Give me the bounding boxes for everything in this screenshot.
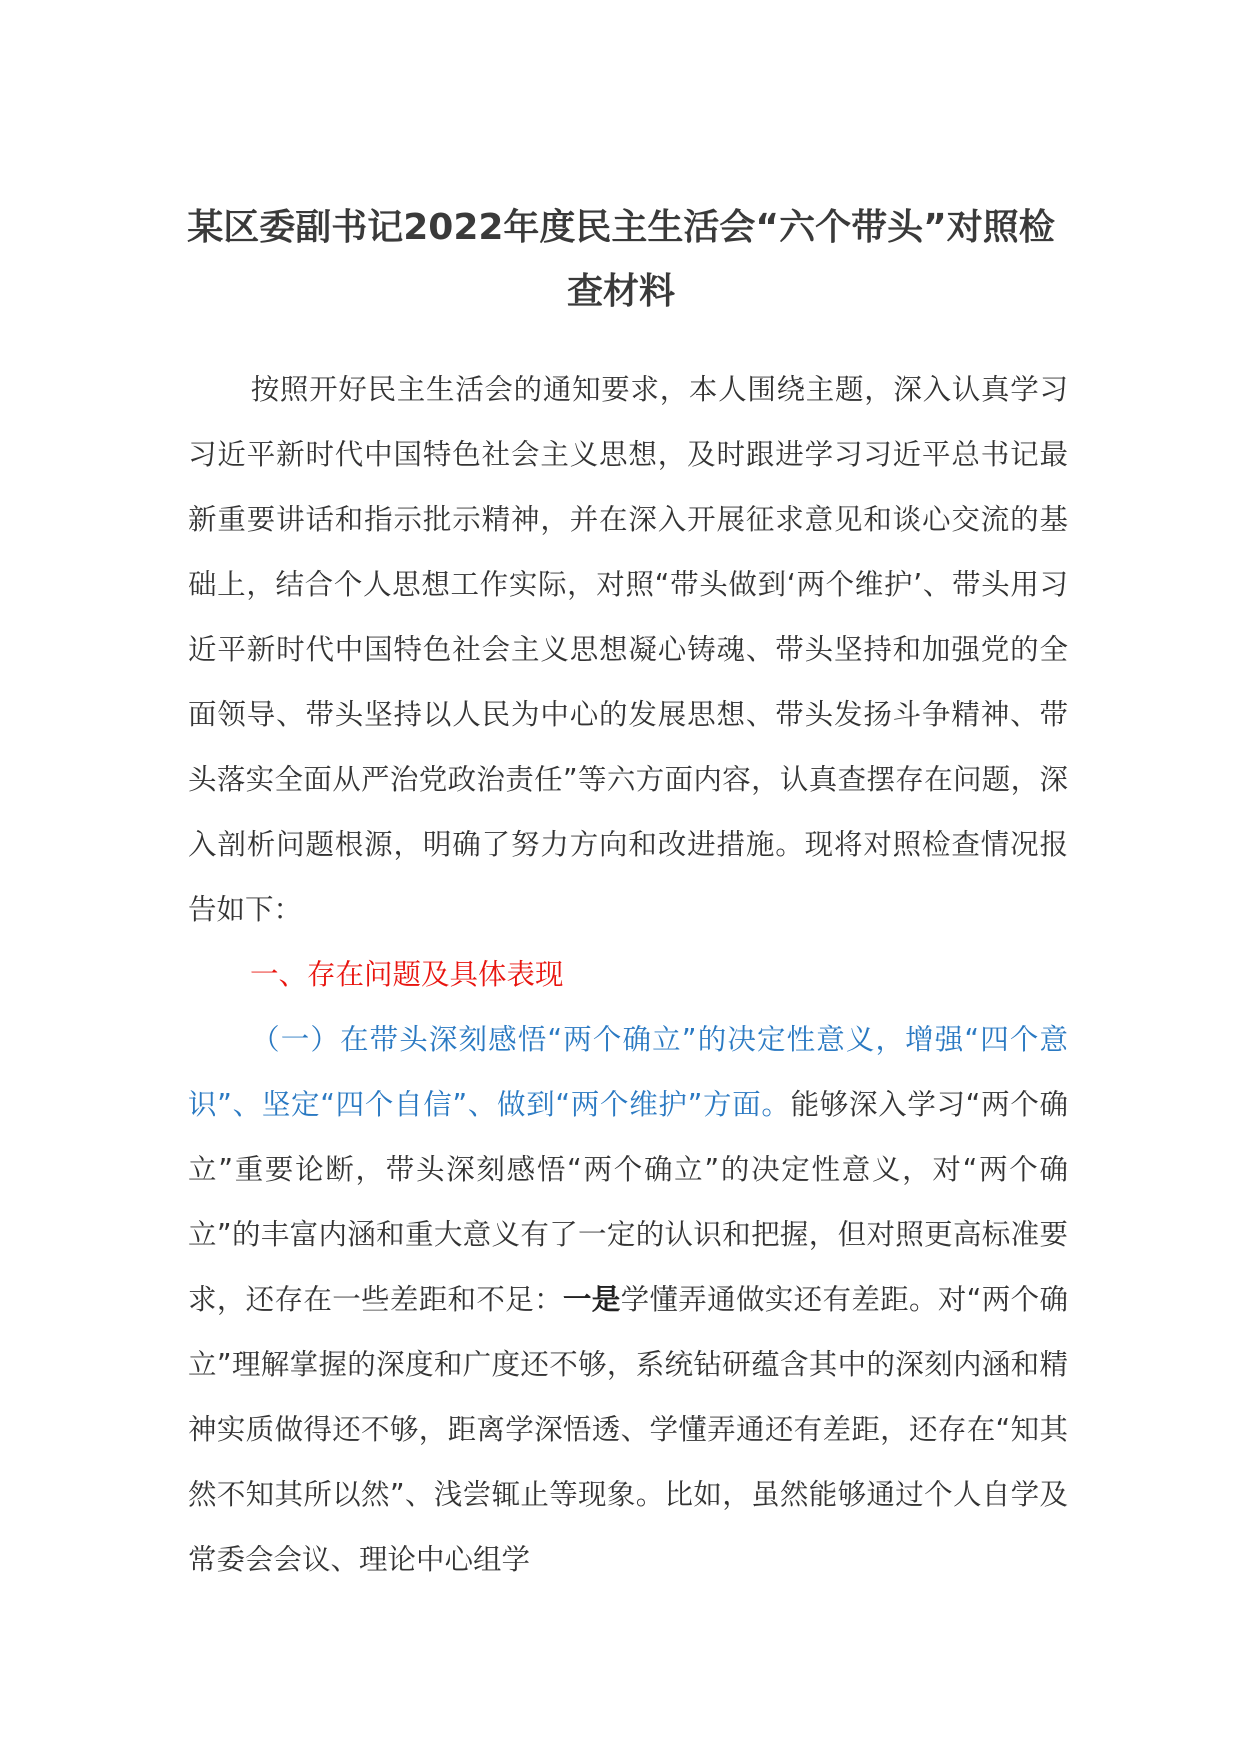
subsection-text-b: 学懂弄通做实还有差距。对“两个确立”理解掌握的深度和广度还不够，系统钻研蕴含其中的深刻内涵和精神实质做得还不够，距离学深悟透、学懂弄通还有差距，还存在“知其然不知其所以然”、浅尝辄止等现象。比如，虽然能够通过个人自学及常委会会议、理论中心组学	[188, 1283, 1068, 1576]
emphasis-label: 一是	[562, 1283, 621, 1316]
subsection-heading: （一）在带头深刻感悟“两个确立”的决定性意义，增强“四个意识”、坚定“四个自信”、做到“两个维护”方面。	[188, 1023, 1068, 1121]
subsection-paragraph-block	[188, 1007, 1068, 1592]
title-line-2: 查材料	[566, 271, 675, 312]
intro-paragraph: 按照开好民主生活会的通知要求，本人围绕主题，深入认真学习习近平新时代中国特色社会主义思想，及时跟进学习习近平总书记最新重要讲话和指示批示精神，并在深入开展征求意见和谈心交流的基础上，结合个人思想工作实际，对照“带头做到‘两个维护’、带头用习近平新时代中国特色社会主义思想凝心铸魂、带头坚持和加强党的全面领导、带头坚持以人民为中心的发展思想、带头发扬斗争精神、带头落实全面从严治党政治责任”等六方面内容，认真查摆存在问题，深入剖析问题根源，明确了努力方向和改进措施。现将对照检查情况报告如下：	[188, 373, 1068, 926]
document-title	[186, 196, 1056, 324]
intro-paragraph-block	[188, 357, 1068, 942]
title-line-1: 某区委副书记2022年度民主生活会“六个带头”对照检	[187, 207, 1055, 248]
section-heading-block	[188, 942, 1068, 1007]
subsection-text-a: 能够深入学习“两个确立”重要论断，带头深刻感悟“两个确立”的决定性意义，对“两个确立”的丰富内涵和重大意义有了一定的认识和把握，但对照更高标准要求，还存在一些差距和不足：	[188, 1088, 1069, 1316]
section-heading: 一、存在问题及具体表现	[250, 958, 564, 991]
